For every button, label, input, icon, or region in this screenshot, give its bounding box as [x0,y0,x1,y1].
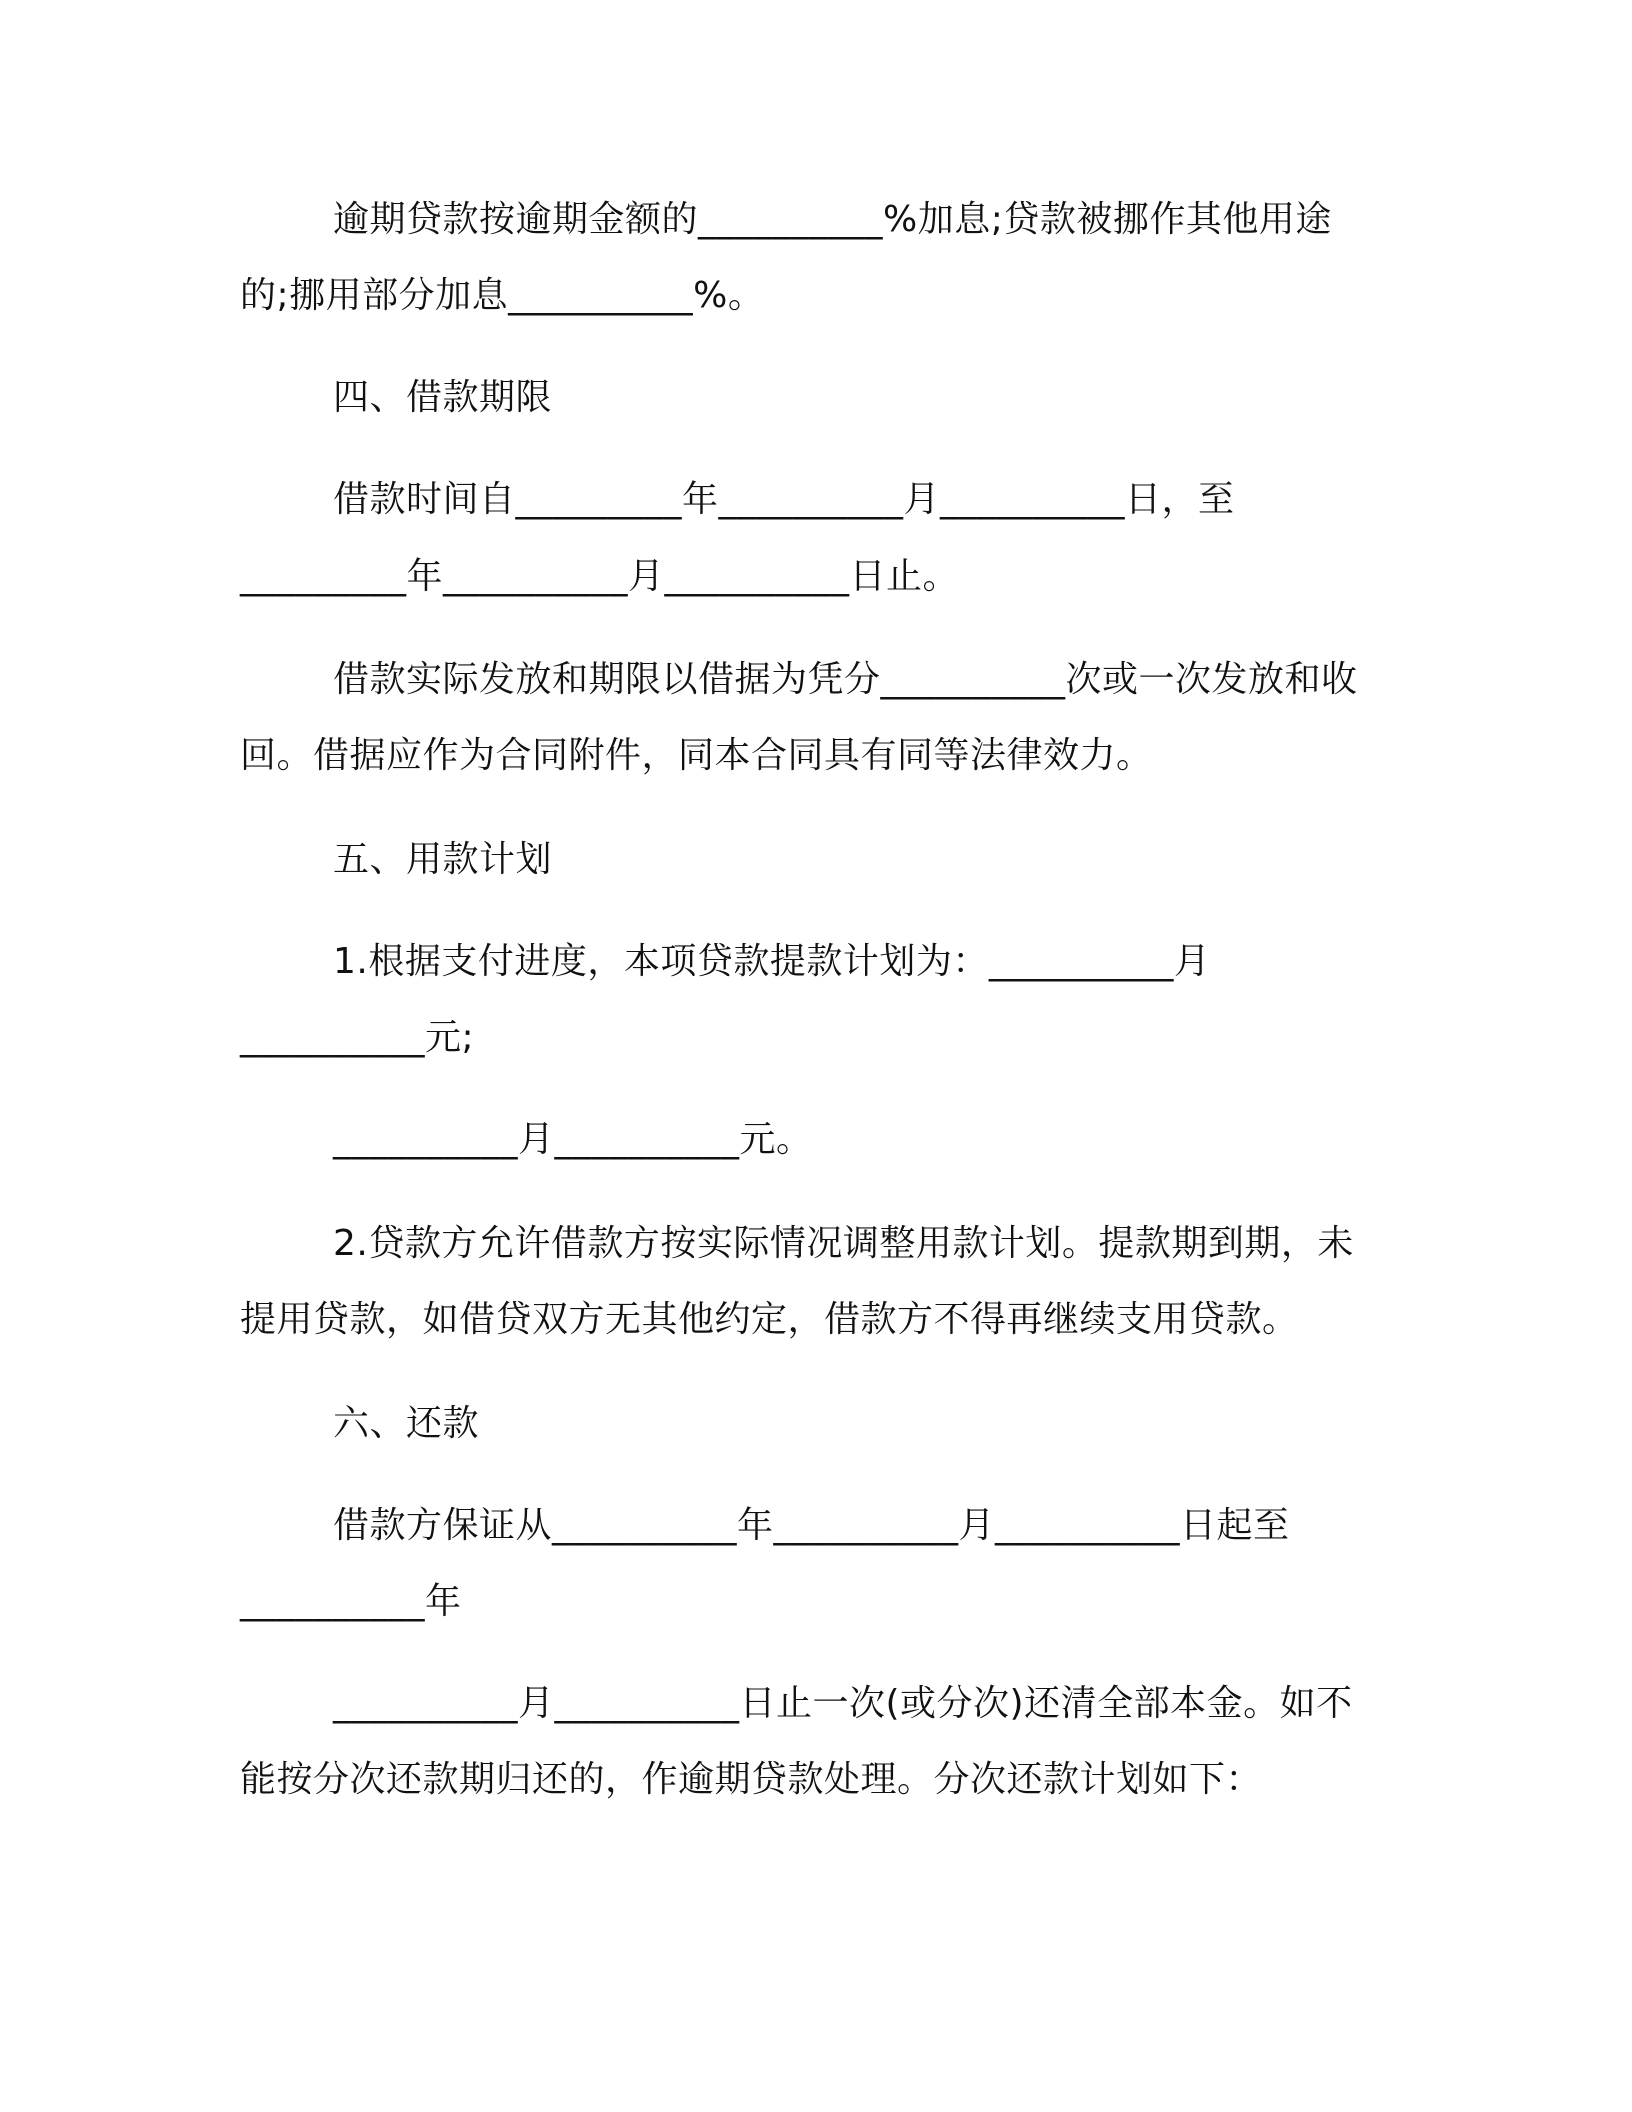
section-heading-loan-term: 四、借款期限 [333,377,553,418]
paragraph-repayment-line-1: 借款方保证从__________年__________月__________日起至 [333,1505,1290,1546]
section-heading-repayment: 六、还款 [333,1403,480,1444]
paragraph-disbursement-line-1: 借款实际发放和期限以借据为凭分__________次或一次发放和收 [333,659,1358,700]
paragraph-withdrawal-plan-line-2: __________元; [240,1017,475,1058]
section-heading-usage-plan: 五、用款计划 [333,839,553,880]
paragraph-disbursement-line-2: 回。借据应作为合同附件，同本合同具有同等法律效力。 [240,735,1153,776]
paragraph-plan-adjustment-line-1: 2.贷款方允许借款方按实际情况调整用款计划。提款期到期，未 [333,1223,1354,1264]
paragraph-repayment-line-2: __________年 [240,1581,462,1622]
paragraph-repayment-line-4: 能按分次还款期归还的，作逾期贷款处理。分次还款计划如下： [240,1759,1263,1800]
paragraph-repayment-line-3: __________月__________日止一次(或分次)还清全部本金。如不 [333,1683,1353,1724]
paragraph-loan-period-line-1: 借款时间自_________年__________月__________日，至 [333,479,1235,520]
paragraph-withdrawal-plan-line-1: 1.根据支付进度，本项贷款提款计划为：__________月 [333,941,1211,982]
paragraph-plan-adjustment-line-2: 提用贷款，如借贷双方无其他约定，借款方不得再继续支用贷款。 [240,1299,1299,1340]
paragraph-withdrawal-plan-line-3: __________月__________元。 [333,1119,813,1160]
paragraph-overdue-interest-line-1: 逾期贷款按逾期金额的__________%加息;贷款被挪作其他用途 [333,199,1332,240]
paragraph-loan-period-line-2: _________年__________月__________日止。 [240,556,960,597]
paragraph-overdue-interest-line-2: 的;挪用部分加息__________%。 [240,275,765,316]
